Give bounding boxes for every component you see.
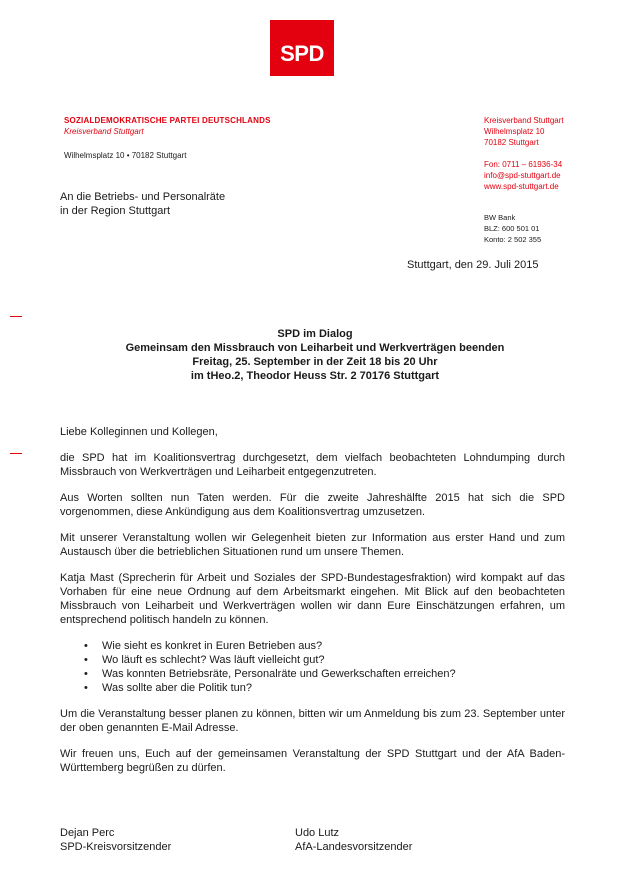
- question-list: [60, 639, 565, 695]
- contact-email[interactable]: info@spd-stuttgart.de: [484, 171, 561, 180]
- bullet-icon: •: [84, 640, 88, 652]
- contact-web[interactable]: www.spd-stuttgart.de: [484, 182, 559, 191]
- sender-address: Wilhelmsplatz 10 • 70182 Stuttgart: [64, 151, 187, 160]
- bank-blz: BLZ: 600 501 01: [484, 224, 540, 233]
- list-item-text: Wo läuft es schlecht? Was läuft vielleicht gut?: [102, 654, 325, 666]
- bullet-icon: •: [84, 668, 88, 680]
- contact-block: [484, 115, 564, 192]
- sender-org: [64, 115, 271, 137]
- heading-line-4: im tHeo.2, Theodor Heuss Str. 2 70176 Stuttgart: [190, 370, 440, 382]
- list-item: [60, 681, 565, 695]
- contact-name: Kreisverband Stuttgart: [484, 116, 564, 125]
- sender-org-sub: Kreisverband Stuttgart: [64, 127, 144, 136]
- sender-org-name: SOZIALDEMOKRATISCHE PARTEI DEUTSCHLANDS: [64, 116, 271, 125]
- bullet-icon: •: [84, 682, 88, 694]
- recipient-line-1: An die Betriebs- und Personalräte: [60, 191, 226, 203]
- heading-line-3: Freitag, 25. September in der Zeit 18 bis 20 Uhr: [192, 356, 438, 368]
- paragraph-6: Wir freuen uns, Euch auf der gemeinsamen Veranstaltung der SPD Stuttgart und der AfA Baden-Württemberg begrüßen zu dürfen.: [60, 748, 565, 774]
- recipient-block: [60, 190, 225, 218]
- heading-line-2: Gemeinsam den Missbrauch von Leiharbeit und Werkverträgen beenden: [125, 342, 505, 354]
- signature-2-role: AfA-Landesvorsitzender: [295, 841, 413, 853]
- letter-body: [60, 425, 565, 787]
- paragraph-5: Um die Veranstaltung besser planen zu können, bitten wir um Anmeldung bis zum 23. September unter der oben genannten E-Mail Adresse.: [60, 708, 565, 734]
- fold-mark-top: [10, 316, 22, 317]
- signature-1-name: Dejan Perc: [60, 827, 115, 839]
- bank-block: [484, 212, 541, 245]
- paragraph-3: Mit unserer Veranstaltung wollen wir Gelegenheit bieten zur Information aus erster Hand und zum Austausch über die betrieblichen Situationen rund um unsere Themen.: [60, 532, 565, 558]
- bank-name: BW Bank: [484, 213, 516, 222]
- list-item-text: Was sollte aber die Politik tun?: [102, 682, 252, 694]
- paragraph-1: die SPD hat im Koalitionsvertrag durchgesetzt, dem vielfach beobachteten Lohndumping durch Missbrauch von Werkverträgen und Leiharbeit entgegenzutreten.: [60, 452, 565, 478]
- signature-2-name: Udo Lutz: [295, 827, 340, 839]
- contact-city: 70182 Stuttgart: [484, 138, 539, 147]
- bullet-icon: •: [84, 654, 88, 666]
- signature-1-role: SPD-Kreisvorsitzender: [60, 841, 172, 853]
- paragraph-2: Aus Worten sollten nun Taten werden. Für die zweite Jahreshälfte 2015 hat sich die SPD vorgenommen, diese Ankündigung aus dem Koalitionsvertrag umzusetzen.: [60, 492, 565, 518]
- spd-logo: [270, 20, 334, 76]
- paragraph-4: Katja Mast (Sprecherin für Arbeit und Soziales der SPD-Bundestagesfraktion) wird kompakt auf das Vorhaben für eine neue Ordnung auf dem Arbeitsmarkt eingehen. Mit Blick auf den beobachteten Missbrauch von Leiharbeit und Werkverträgen wollen wir dann Eure Einschätzungen erfahren, um entsprechend politisch handeln zu können.: [60, 572, 565, 626]
- contact-phone: Fon: 0711 – 61936-34: [484, 160, 563, 169]
- letter-date: Stuttgart, den 29. Juli 2015: [407, 259, 539, 271]
- list-item-text: Wie sieht es konkret in Euren Betrieben aus?: [102, 640, 323, 652]
- recipient-line-2: in der Region Stuttgart: [60, 205, 171, 217]
- logo-text: SPD: [280, 41, 324, 66]
- list-item: [60, 639, 565, 653]
- event-heading: [60, 327, 570, 383]
- signature-1: [60, 826, 171, 854]
- contact-street: Wilhelmsplatz 10: [484, 127, 545, 136]
- signature-2: [295, 826, 412, 854]
- heading-line-1: SPD im Dialog: [277, 328, 353, 340]
- list-item: [60, 653, 565, 667]
- fold-mark-middle: [10, 453, 22, 454]
- list-item-text: Was konnten Betriebsräte, Personalräte und Gewerkschaften erreichen?: [102, 668, 456, 680]
- salutation: Liebe Kolleginnen und Kollegen,: [60, 426, 218, 438]
- bank-konto: Konto: 2 502 355: [484, 235, 542, 244]
- list-item: [60, 667, 565, 681]
